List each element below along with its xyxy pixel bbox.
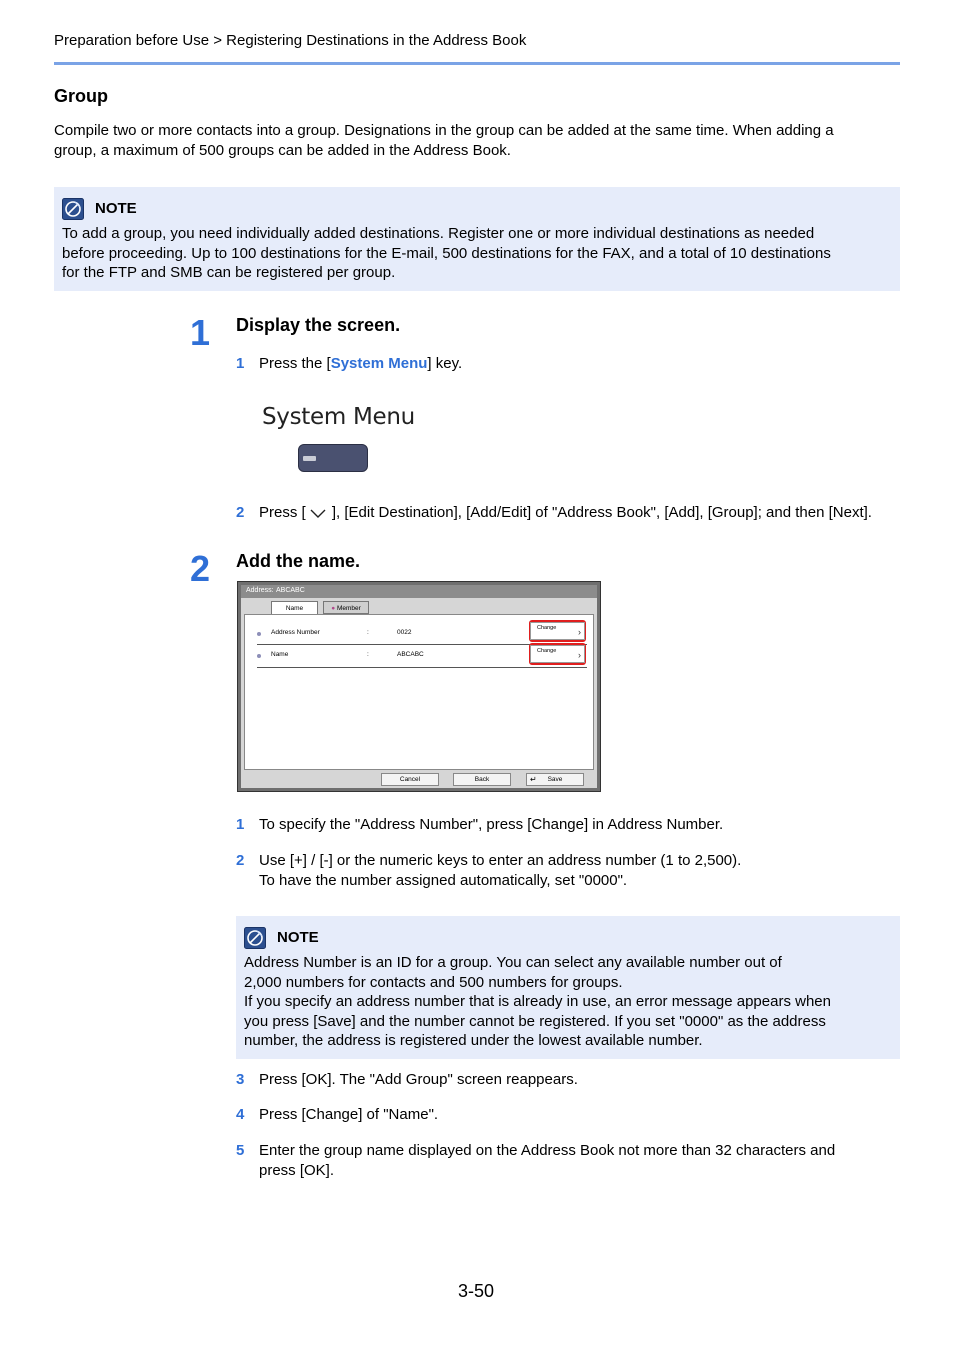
row-separator: : (367, 651, 369, 658)
sub-step-number: 2 (236, 852, 245, 869)
row-label: Name (271, 651, 289, 658)
note-text (244, 953, 894, 1051)
note-line: To add a group, you need individually added destinations. Register one or more individual destinations as needed (62, 225, 815, 242)
section-intro (54, 121, 900, 161)
row-bullet-icon (257, 654, 261, 658)
note-line: number, the address is registered under the lowest available number. (244, 1032, 703, 1049)
row-value: ABCABC (397, 651, 424, 658)
page-number: 3-50 (458, 1281, 495, 1301)
note-line: Address Number is an ID for a group. You can select any available number out of (244, 954, 782, 971)
text-suffix: ], [Edit Destination], [Add/Edit] of "Address Book", [Add], [Group]; and then [Next]. (327, 504, 872, 521)
tab-name[interactable]: Name (271, 601, 318, 614)
system-menu-link[interactable]: System Menu (330, 355, 428, 372)
change-address-number-button[interactable] (530, 622, 585, 640)
sub-step (236, 354, 900, 374)
note-box (54, 187, 900, 291)
note-text (62, 224, 892, 283)
change-name-button[interactable] (530, 645, 585, 663)
text-prefix: Press the [ (259, 355, 331, 372)
button-label: Save (547, 776, 563, 783)
sub-step-text (259, 354, 899, 374)
sub-step (236, 1105, 900, 1125)
text-prefix: Press [ (259, 504, 306, 521)
back-button[interactable]: Back (453, 773, 511, 786)
system-menu-label: System Menu (262, 404, 415, 430)
sub-step-number: 5 (236, 1142, 245, 1159)
step-title: Add the name. (236, 551, 361, 571)
address-label: Address: (246, 587, 274, 594)
tab-member[interactable] (323, 601, 369, 614)
note-line: before proceeding. Up to 100 destinations for the E-mail, 500 destinations for the FAX, and a total of 10 destinations (62, 244, 831, 262)
sub-step-number: 1 (236, 816, 245, 833)
address-bar (241, 585, 597, 598)
row-separator: : (367, 629, 369, 636)
text-line: Enter the group name displayed on the Address Book not more than 32 characters and (259, 1142, 836, 1159)
note-line: you press [Save] and the number cannot be registered. If you set "0000" as the address (244, 1012, 826, 1030)
row-label: Address Number (271, 629, 320, 636)
sub-step-text: To specify the "Address Number", press [Change] in Address Number. (259, 816, 724, 833)
note-icon (62, 198, 84, 220)
note-box (236, 916, 900, 1059)
sub-step (236, 851, 900, 891)
key-led (303, 456, 316, 461)
sub-step-text: Press [OK]. The "Add Group" screen reappears. (259, 1071, 578, 1088)
row-bullet-icon (257, 632, 261, 636)
note-line: for the FTP and SMB can be registered per group. (62, 264, 396, 281)
note-line: 2,000 numbers for contacts and 500 numbers for groups. (244, 973, 623, 991)
text-line: press [OK]. (259, 1161, 335, 1179)
sub-step-number: 4 (236, 1106, 245, 1123)
sub-step-number: 3 (236, 1071, 245, 1088)
sub-step (236, 815, 900, 835)
step-number: 2 (190, 548, 211, 589)
sub-step (236, 503, 900, 523)
button-label: Change (537, 648, 557, 654)
sub-step (236, 1070, 900, 1090)
chevron-right-icon: › (578, 627, 581, 637)
step-title: Display the screen. (236, 315, 401, 335)
text-line: To have the number assigned automatically, set "0000". (259, 871, 628, 889)
sub-step-text (259, 503, 909, 523)
chevron-down-icon (309, 507, 327, 519)
note-line: If you specify an address number that is already in use, an error message appears when (244, 993, 831, 1010)
cancel-button[interactable]: Cancel (381, 773, 439, 786)
save-button[interactable] (526, 773, 584, 786)
text-line: Use [+] / [-] or the numeric keys to enter an address number (1 to 2,500). (259, 852, 742, 869)
sub-step (236, 1141, 900, 1181)
content-area (244, 614, 594, 770)
section-title: Group (54, 86, 108, 106)
sub-step-text: Press [Change] of "Name". (259, 1106, 439, 1123)
sub-step-text (259, 851, 899, 890)
row-value: 0022 (397, 629, 412, 636)
row-divider (257, 667, 587, 668)
intro-line: group, a maximum of 500 groups can be added in the Address Book. (54, 142, 511, 159)
sub-step-text (259, 1141, 899, 1180)
screen-body (241, 585, 597, 788)
system-menu-key[interactable] (298, 444, 368, 472)
text-suffix: ] key. (427, 355, 463, 372)
chevron-right-icon: › (578, 650, 581, 660)
sub-step-number: 1 (236, 355, 245, 372)
breadcrumb: Preparation before Use > Registering Destinations in the Address Book (54, 32, 527, 49)
button-label: Change (537, 625, 557, 631)
note-title: NOTE (95, 200, 137, 217)
step-number: 1 (190, 312, 211, 353)
member-icon: ● (331, 605, 336, 612)
address-value: ABCABC (276, 587, 305, 594)
header-rule (54, 62, 900, 65)
note-title: NOTE (277, 929, 319, 946)
sub-step-number: 2 (236, 504, 245, 521)
tab-member-label: Member (336, 605, 361, 612)
intro-line: Compile two or more contacts into a group. Designations in the group can be added at the same time. When adding a (54, 122, 834, 139)
enter-icon: ↵ (530, 775, 537, 784)
add-group-screen (237, 581, 601, 792)
note-icon (244, 927, 266, 949)
